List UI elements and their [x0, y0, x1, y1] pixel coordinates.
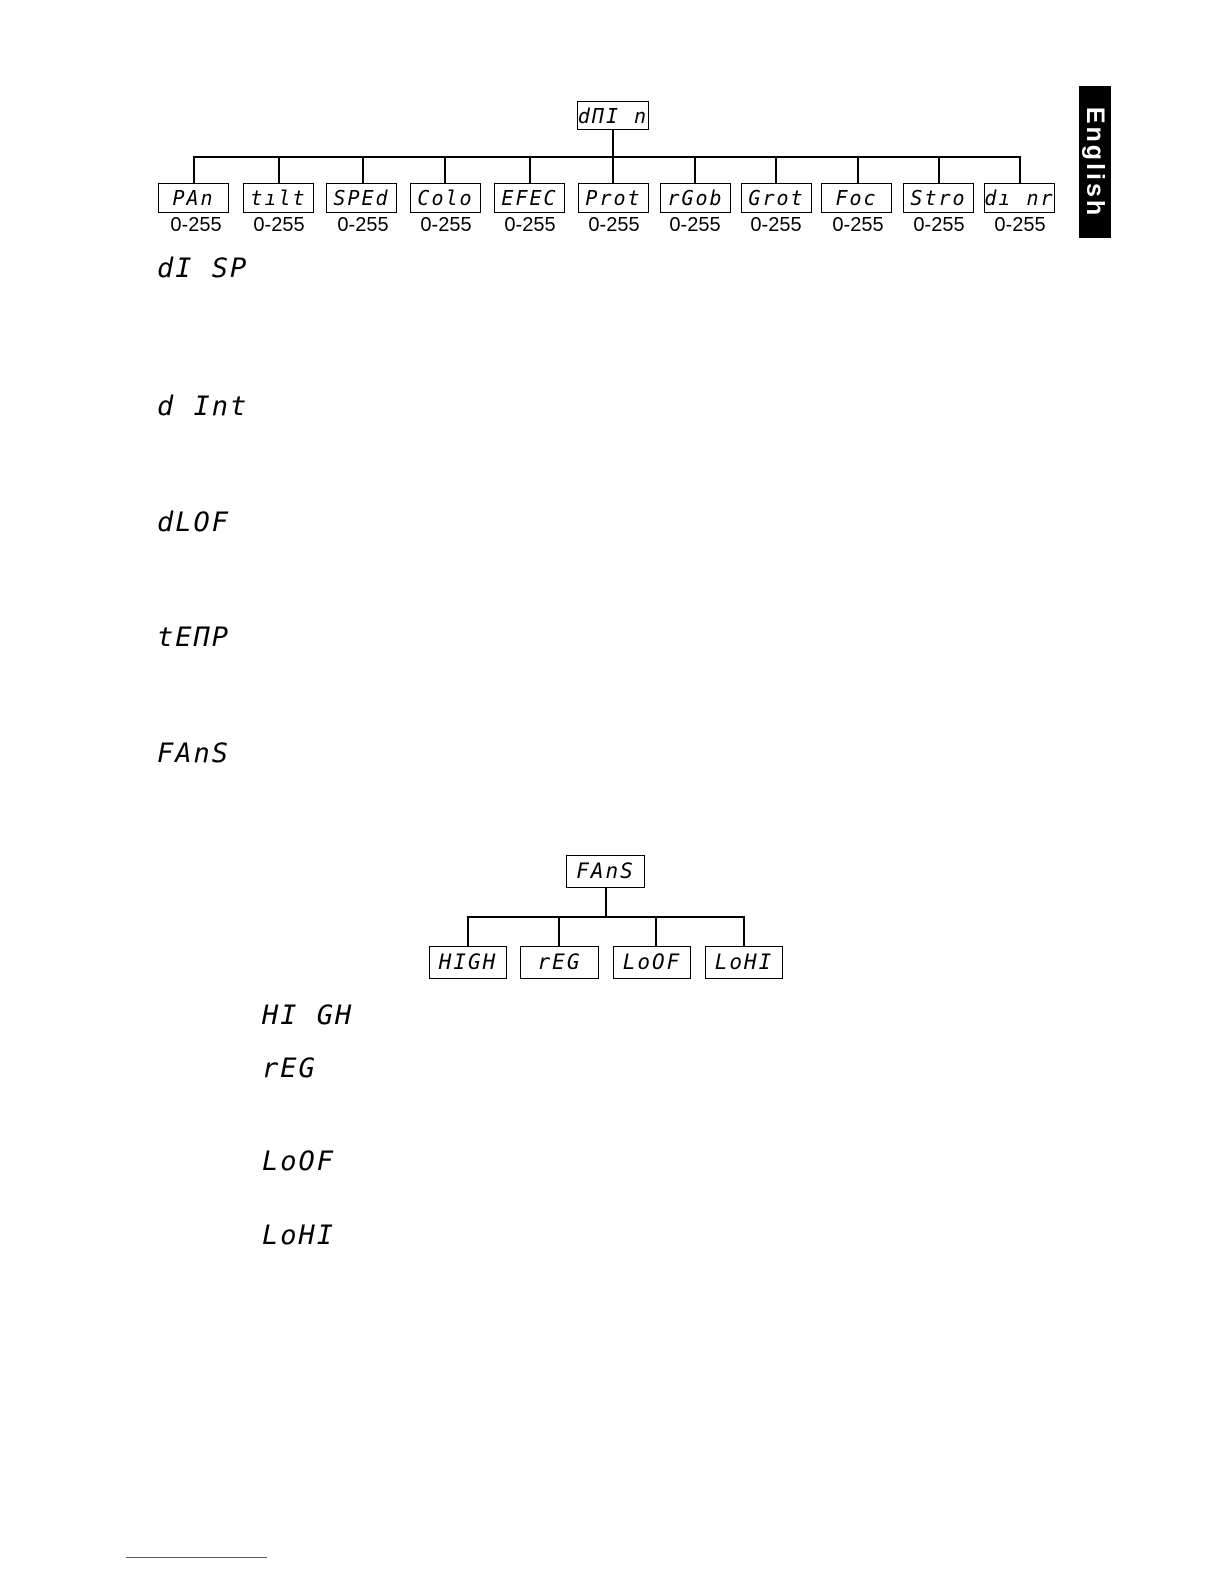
fans-option-lohi: LoHI	[262, 1220, 336, 1251]
fans-option-box-reg: rEG	[520, 946, 599, 979]
dmx-tree-branch	[694, 157, 696, 183]
dmx-tree-root-connector	[612, 130, 614, 157]
heading-temperature: tEΠP	[157, 622, 231, 653]
fans-option-high: HI GH	[262, 1000, 354, 1031]
fans-option-loof: LoOF	[262, 1146, 336, 1177]
dmx-tree-branch	[362, 157, 364, 183]
dmx-channel-range: 0-255	[669, 214, 721, 236]
dmx-channel-strobe: Stro	[903, 183, 974, 213]
dmx-channel-range: 0-255	[750, 214, 802, 236]
dmx-channel-range: 0-255	[420, 214, 472, 236]
fans-tree-root: FAnS	[566, 855, 645, 888]
fans-option-reg: rEG	[262, 1053, 317, 1084]
fans-tree-branch	[655, 916, 657, 946]
dmx-channel-effect: EFEC	[494, 183, 565, 213]
heading-display-off: dLOF	[157, 507, 231, 538]
dmx-channel-range: 0-255	[337, 214, 389, 236]
dmx-channel-focus: Foc	[821, 183, 892, 213]
fans-tree-bus	[467, 916, 745, 918]
dmx-tree-branch	[775, 157, 777, 183]
dmx-tree-branch	[278, 157, 280, 183]
heading-display: dI SP	[157, 253, 249, 284]
dmx-tree-branch	[938, 157, 940, 183]
dmx-tree-bus	[193, 156, 1021, 158]
dmx-tree-branch	[612, 157, 614, 183]
dmx-tree-branch	[193, 157, 195, 183]
heading-fans: FAnS	[157, 738, 231, 769]
dmx-channel-pan: PAn	[158, 183, 229, 213]
dmx-channel-dimmer: dı nr	[984, 183, 1055, 213]
dmx-tree-branch	[857, 157, 859, 183]
dmx-channel-color: Colo	[410, 183, 481, 213]
dmx-channel-range: 0-255	[504, 214, 556, 236]
dmx-tree-branch	[529, 157, 531, 183]
fans-tree-branch	[558, 916, 560, 946]
dmx-channel-rotating-gobo: rGob	[660, 183, 731, 213]
footnote-rule	[126, 1557, 267, 1558]
fans-option-box-lohi: LoHI	[705, 946, 783, 979]
dmx-tree-branch	[1019, 157, 1021, 183]
dmx-channel-prism-rotation: Prot	[578, 183, 649, 213]
fans-option-box-loof: LoOF	[613, 946, 691, 979]
dmx-channel-tilt: tılt	[243, 183, 314, 213]
dmx-channel-range: 0-255	[170, 214, 222, 236]
fans-tree-root-connector	[605, 888, 607, 916]
fans-tree-branch	[467, 916, 469, 946]
fans-option-box-high: HIGH	[429, 946, 507, 979]
dmx-channel-range: 0-255	[832, 214, 884, 236]
dmx-channel-range: 0-255	[253, 214, 305, 236]
dmx-channel-range: 0-255	[588, 214, 640, 236]
heading-display-intensity: d Int	[157, 391, 249, 422]
fans-tree-branch	[743, 916, 745, 946]
dmx-channel-speed: SPEd	[326, 183, 397, 213]
dmx-channel-gobo-rotation: Grot	[741, 183, 812, 213]
language-tab-label: English	[1081, 106, 1110, 218]
dmx-tree-branch	[444, 157, 446, 183]
dmx-channel-range: 0-255	[913, 214, 965, 236]
dmx-tree-root: dΠI n	[577, 101, 649, 130]
language-tab	[1079, 86, 1111, 238]
dmx-channel-range: 0-255	[994, 214, 1046, 236]
